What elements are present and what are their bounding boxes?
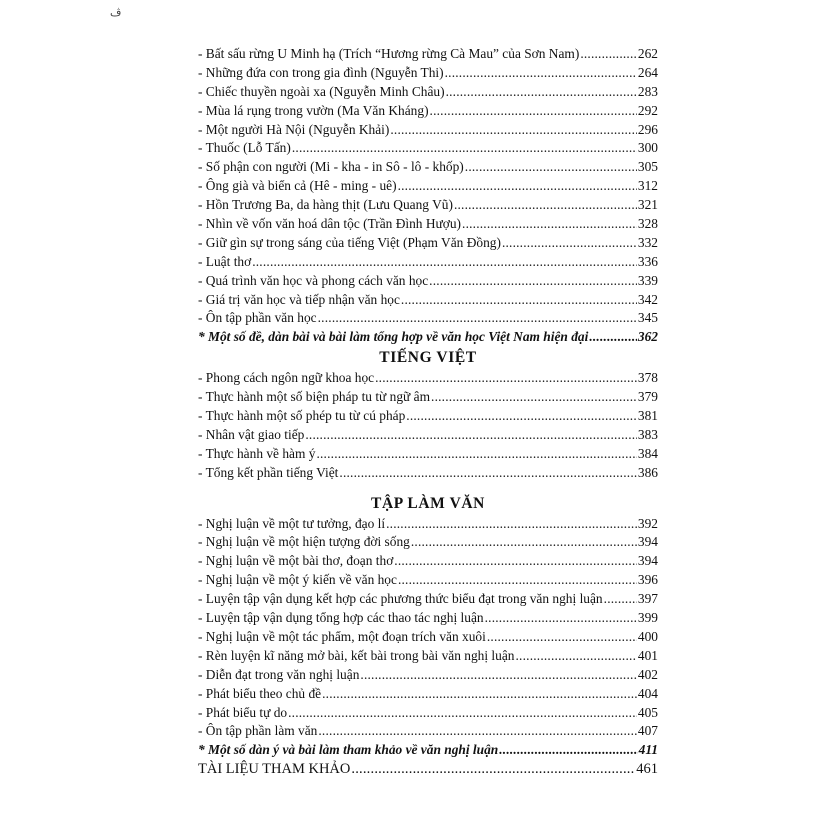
toc-entry-page: 345 bbox=[637, 310, 658, 326]
leader-dots bbox=[445, 64, 637, 83]
toc-entry-page: 328 bbox=[637, 216, 658, 232]
toc-entry bbox=[198, 215, 658, 234]
toc-entry-page: 394 bbox=[637, 553, 658, 569]
leader-dots bbox=[411, 533, 637, 552]
toc-entry bbox=[198, 647, 658, 666]
toc-entry-page: 400 bbox=[637, 628, 658, 644]
toc-entry-page: 305 bbox=[637, 159, 658, 175]
toc-entry-title: - Chiếc thuyền ngoài xa (Nguyễn Minh Châu) bbox=[198, 83, 445, 99]
leader-dots bbox=[398, 571, 637, 590]
toc-entry bbox=[198, 445, 658, 464]
toc-entry-page: 386 bbox=[637, 464, 658, 480]
toc-entry bbox=[198, 369, 658, 388]
toc-entry-page: 461 bbox=[636, 761, 658, 778]
toc-entry bbox=[198, 552, 658, 571]
toc-entry-page: 381 bbox=[637, 408, 658, 424]
leader-dots bbox=[394, 552, 637, 571]
toc-entry-title: - Nhân vật giao tiếp bbox=[198, 426, 305, 442]
toc-entry bbox=[198, 328, 658, 347]
toc-entry bbox=[198, 83, 658, 102]
toc-entry-page: 332 bbox=[637, 234, 658, 250]
leader-dots bbox=[580, 45, 637, 64]
toc-entry-page: 396 bbox=[637, 572, 658, 588]
toc-entry-references bbox=[198, 760, 658, 779]
toc-entry-title: * Một số dàn ý và bài làm tham khảo về văn nghị luận bbox=[198, 742, 499, 758]
toc-entry bbox=[198, 64, 658, 83]
tieng-viet-list bbox=[198, 369, 658, 482]
toc-entry bbox=[198, 666, 658, 685]
toc-entry bbox=[198, 196, 658, 215]
toc-entry bbox=[198, 139, 658, 158]
toc-entry-page: 407 bbox=[637, 723, 658, 739]
leader-dots bbox=[288, 704, 637, 723]
toc-entry bbox=[198, 234, 658, 253]
leader-dots bbox=[339, 464, 637, 483]
toc-entry-title: - Luật thơ bbox=[198, 253, 252, 269]
toc-entry-page: 336 bbox=[637, 253, 658, 269]
toc-entry-title: - Ông già và biển cả (Hê - ming - uê) bbox=[198, 178, 397, 194]
leader-dots bbox=[406, 407, 637, 426]
toc-entry-title: - Luyện tập vận dụng tổng hợp các thao tác nghị luận bbox=[198, 610, 484, 626]
toc-entry-title: - Nghị luận về một hiện tượng đời sống bbox=[198, 534, 410, 550]
toc-entry-page: 378 bbox=[637, 370, 658, 386]
literature-list bbox=[198, 45, 658, 347]
leader-dots bbox=[462, 215, 637, 234]
leader-dots bbox=[487, 628, 637, 647]
leader-dots bbox=[429, 272, 637, 291]
toc-entry-title: - Thực hành về hàm ý bbox=[198, 445, 316, 461]
leader-dots bbox=[446, 83, 637, 102]
toc-entry-page: 262 bbox=[637, 46, 658, 61]
toc-entry-title: - Hồn Trương Ba, da hàng thịt (Lưu Quang Vũ) bbox=[198, 197, 453, 213]
toc-entry bbox=[198, 464, 658, 483]
toc-entry-page: 379 bbox=[637, 389, 658, 405]
toc-entry-page: 411 bbox=[638, 742, 658, 758]
leader-dots bbox=[318, 722, 637, 741]
toc-entry bbox=[198, 571, 658, 590]
toc-entry-page: 384 bbox=[637, 445, 658, 461]
toc-entry bbox=[198, 685, 658, 704]
toc-entry bbox=[198, 45, 658, 64]
toc-entry bbox=[198, 628, 658, 647]
leader-dots bbox=[318, 309, 637, 328]
toc-entry bbox=[198, 590, 658, 609]
toc-entry-title: - Giữ gìn sự trong sáng của tiếng Việt (Phạm Văn Đồng) bbox=[198, 234, 501, 250]
toc-entry-page: 321 bbox=[637, 197, 658, 213]
leader-dots bbox=[292, 139, 637, 158]
toc-entry-title: - Phong cách ngôn ngữ khoa học bbox=[198, 370, 375, 386]
toc-entry bbox=[198, 291, 658, 310]
toc-entry bbox=[198, 102, 658, 121]
toc-entry-title: * Một số đề, dàn bài và bài làm tổng hợp về văn học Việt Nam hiện đại bbox=[198, 329, 589, 345]
toc-entry-title: - Thực hành một số biện pháp tu từ ngữ âm bbox=[198, 389, 431, 405]
toc-entry-title: TÀI LIỆU THAM KHẢO bbox=[198, 761, 351, 778]
toc-entry-page: 401 bbox=[637, 647, 658, 663]
toc-entry bbox=[198, 177, 658, 196]
toc-entry-page: 283 bbox=[637, 83, 658, 99]
leader-dots bbox=[485, 609, 637, 628]
toc-entry-title: - Nghị luận về một tác phẩm, một đoạn trích văn xuôi bbox=[198, 628, 486, 644]
leader-dots bbox=[252, 253, 637, 272]
leader-dots bbox=[430, 102, 637, 121]
toc-entry bbox=[198, 407, 658, 426]
toc-entry bbox=[198, 722, 658, 741]
toc-entry-title: - Số phận con người (Mi - kha - in Sô - lô - khốp) bbox=[198, 159, 464, 175]
toc-entry-page: 402 bbox=[637, 666, 658, 682]
toc-entry-title: - Thuốc (Lỗ Tấn) bbox=[198, 140, 291, 156]
toc-entry-page: 342 bbox=[637, 291, 658, 307]
toc-entry-page: 300 bbox=[637, 140, 658, 156]
leader-dots bbox=[360, 666, 637, 685]
toc-entry-title: - Luyện tập vận dụng kết hợp các phương thức biểu đạt trong văn nghị luận bbox=[198, 591, 603, 607]
toc-entry-page: 264 bbox=[637, 64, 658, 80]
toc-entry bbox=[198, 121, 658, 140]
toc-entry bbox=[198, 388, 658, 407]
toc-entry-title: - Nhìn về vốn văn hoá dân tộc (Trần Đình Hượu) bbox=[198, 216, 462, 232]
leader-dots bbox=[516, 647, 637, 666]
leader-dots bbox=[589, 328, 637, 347]
leader-dots bbox=[502, 234, 637, 253]
leader-dots bbox=[431, 388, 637, 407]
leader-dots bbox=[604, 590, 637, 609]
leader-dots bbox=[316, 445, 636, 464]
toc-entry-title: - Rèn luyện kĩ năng mở bài, kết bài trong bài văn nghị luận bbox=[198, 647, 515, 663]
leader-dots bbox=[499, 741, 637, 760]
leader-dots bbox=[465, 158, 637, 177]
tap-lam-van-list bbox=[198, 515, 658, 761]
toc-entry-title: - Bất sấu rừng U Minh hạ (Trích “Hương rừng Cà Mau” của Sơn Nam) bbox=[198, 46, 580, 61]
toc-entry-page: 362 bbox=[637, 329, 658, 345]
toc-entry-title: - Mùa lá rụng trong vườn (Ma Văn Kháng) bbox=[198, 102, 429, 118]
toc-entry bbox=[198, 704, 658, 723]
toc-entry-page: 399 bbox=[637, 610, 658, 626]
toc-entry-title: - Một người Hà Nội (Nguyễn Khải) bbox=[198, 121, 390, 137]
toc-entry-title: - Thực hành một số phép tu từ cú pháp bbox=[198, 408, 406, 424]
toc-entry-title: - Những đứa con trong gia đình (Nguyễn Thi) bbox=[198, 64, 444, 80]
toc-entry-page: 383 bbox=[637, 426, 658, 442]
toc-entry-title: - Quá trình văn học và phong cách văn học bbox=[198, 272, 429, 288]
toc-entry bbox=[198, 609, 658, 628]
toc-entry-page: 296 bbox=[637, 121, 658, 137]
corner-mark: ﭪ bbox=[110, 7, 122, 19]
toc-entry-title: - Tổng kết phần tiếng Việt bbox=[198, 464, 339, 480]
toc-entry bbox=[198, 741, 658, 760]
toc-entry-page: 312 bbox=[637, 178, 658, 194]
toc-entry bbox=[198, 533, 658, 552]
toc-entry-title: - Phát biểu tự do bbox=[198, 704, 288, 720]
toc-entry-page: 392 bbox=[637, 515, 658, 531]
toc-entry-title: - Diễn đạt trong văn nghị luận bbox=[198, 666, 360, 682]
leader-dots bbox=[390, 121, 637, 140]
toc-entry-page: 339 bbox=[637, 272, 658, 288]
toc-entry-title: - Ôn tập phần văn học bbox=[198, 310, 317, 326]
toc-entry bbox=[198, 426, 658, 445]
leader-dots bbox=[454, 196, 637, 215]
toc-entry bbox=[198, 309, 658, 328]
toc-entry-title: - Nghị luận về một bài thơ, đoạn thơ bbox=[198, 553, 394, 569]
leader-dots bbox=[305, 426, 637, 445]
leader-dots bbox=[375, 369, 637, 388]
toc-entry-title: - Giá trị văn học và tiếp nhận văn học bbox=[198, 291, 400, 307]
leader-dots bbox=[322, 685, 637, 704]
section-heading-tap-lam-van: TẬP LÀM VĂN bbox=[371, 494, 485, 512]
toc-entry bbox=[198, 158, 658, 177]
toc-entry-title: - Ôn tập phần làm văn bbox=[198, 723, 318, 739]
leader-dots bbox=[401, 291, 637, 310]
toc-entry bbox=[198, 515, 658, 534]
table-of-contents bbox=[198, 45, 658, 779]
toc-entry bbox=[198, 253, 658, 272]
leader-dots bbox=[398, 177, 637, 196]
toc-entry-page: 292 bbox=[637, 102, 658, 118]
leader-dots bbox=[386, 515, 637, 534]
toc-entry-page: 405 bbox=[637, 704, 658, 720]
toc-entry-title: - Nghị luận về một ý kiến về văn học bbox=[198, 572, 397, 588]
toc-entry bbox=[198, 272, 658, 291]
toc-entry-title: - Phát biểu theo chủ đề bbox=[198, 685, 322, 701]
toc-entry-page: 394 bbox=[637, 534, 658, 550]
leader-dots bbox=[351, 760, 635, 779]
toc-entry-page: 404 bbox=[637, 685, 658, 701]
toc-entry-title: - Nghị luận về một tư tưởng, đạo lí bbox=[198, 515, 386, 531]
toc-entry-page: 397 bbox=[637, 591, 658, 607]
section-heading-tieng-viet: TIẾNG VIỆT bbox=[379, 349, 477, 367]
